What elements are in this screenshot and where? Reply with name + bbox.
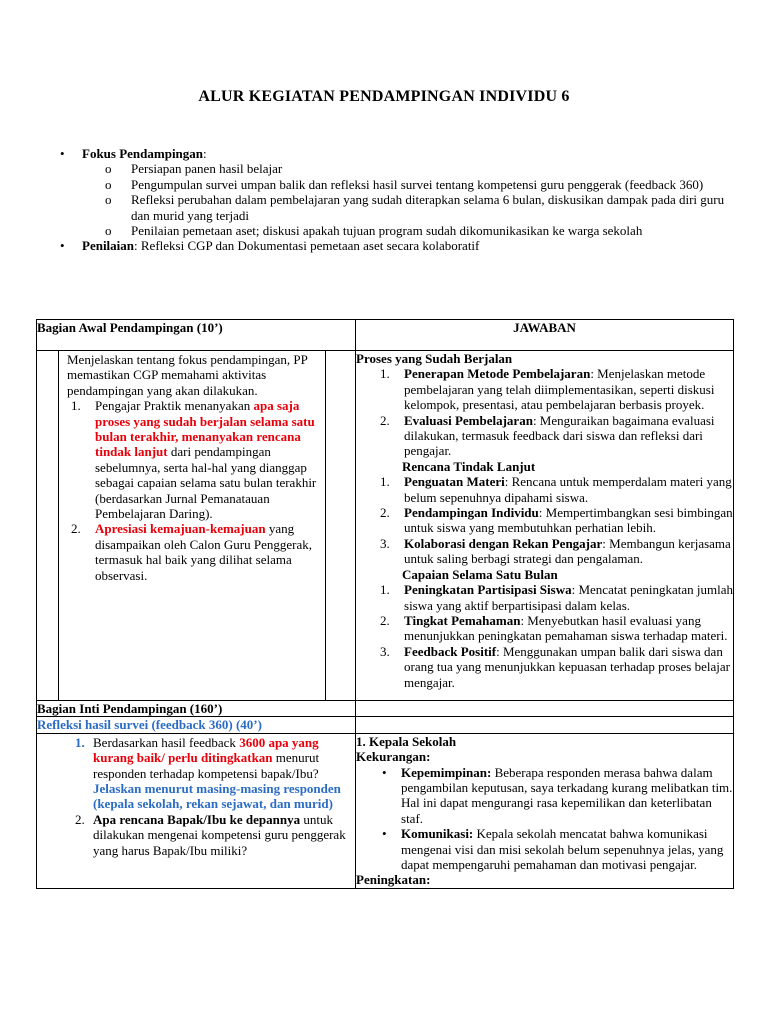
item-number: 2. xyxy=(71,521,81,537)
activity-table xyxy=(36,319,734,889)
header-jawaban: JAWABAN xyxy=(356,320,734,351)
penilaian-text: : Refleksi CGP dan Dokumentasi pemetaan aset secara kolaboratif xyxy=(134,238,480,254)
empty-cell xyxy=(37,351,59,701)
item-text: : Membangun kerjasama untuk saling berbagi strategi dan pengalaman. xyxy=(404,535,731,567)
capaian-list xyxy=(356,582,733,690)
refleksi-row xyxy=(37,717,734,733)
list-item xyxy=(356,826,733,872)
list-item xyxy=(376,474,733,505)
peningkatan-label: Peningkatan: xyxy=(356,872,431,888)
awal-row xyxy=(37,351,734,701)
item-number: 2. xyxy=(380,412,390,428)
list-item xyxy=(376,613,733,644)
list-item xyxy=(376,366,733,412)
item-number: 3. xyxy=(380,535,390,551)
focus-colon: : xyxy=(203,146,207,161)
item-text: : Mempertimbangkan sesi bimbingan untuk siswa yang membutuhkan perhatian lebih. xyxy=(404,505,733,536)
item-number: 1. xyxy=(380,366,390,382)
item-number: 2. xyxy=(75,811,85,827)
item-highlight: 3600 apa yang kurang baik/ perlu ditingkatkan xyxy=(93,734,319,766)
item-number: 2. xyxy=(380,505,390,521)
awal-intro: Menjelaskan tentang fokus pendampingan, PP memastikan CGP memahami aktivitas pendampingan yang akan dilakukan. xyxy=(67,352,308,398)
item-blue-note: Jelaskan menurut masing-masing responden (kepala sekolah, rekan sejawat, dan murid) xyxy=(93,780,341,812)
kekurangan-list xyxy=(356,765,733,873)
item-text: : Mencatat peningkatan jumlah siswa yang aktif berpartisipasi dalam kelas. xyxy=(404,582,733,613)
inti-label: Bagian Inti Pendampingan (160’) xyxy=(37,700,356,716)
focus-item xyxy=(60,223,740,238)
jawaban-content xyxy=(356,351,734,701)
item-text: Berdasarkan hasil feedback xyxy=(93,734,240,750)
page-title: ALUR KEGIATAN PENDAMPINGAN INDIVIDU 6 xyxy=(198,88,570,105)
item-highlight: Apresiasi kemajuan-kemajuan xyxy=(95,521,266,537)
penilaian-bullet xyxy=(60,238,740,253)
item-bold: Kolaborasi dengan Rekan Pengajar xyxy=(404,535,603,551)
table-header-row xyxy=(37,320,734,351)
item-text: Beberapa responden merasa bahwa dalam pengambilan keputusan, saya terkadang kurang melibatkan tim. Hal ini dapat mengurangi rasa kepemilikan dan keterlibatan staf. xyxy=(401,764,733,826)
item-bold: Tingkat Pemahaman xyxy=(404,612,521,628)
list-item xyxy=(376,536,733,567)
item-text: dari pendampingan sebelumnya, serta hal-hal yang dianggap sebagai capaian selama satu bulan terakhir (berdasarkan Jurnal Pemanatauan Pembelajaran Daring). xyxy=(95,444,317,522)
focus-label: Fokus Pendampingan xyxy=(82,146,204,161)
focus-item xyxy=(60,192,740,223)
list-item xyxy=(59,735,351,812)
header-awal: Bagian Awal Pendampingan (10’) xyxy=(37,320,356,351)
kekurangan-label: Kekurangan: xyxy=(356,749,431,765)
item-text: yang disampaikan oleh Calon Guru Penggerak, termasuk hal baik yang dilihat selama observasi. xyxy=(95,521,312,583)
focus-item-text: Penilaian pemetaan aset; diskusi apakah tujuan program sudah dikomunikasikan ke warga sekolah xyxy=(131,223,643,239)
item-number: 1. xyxy=(380,582,390,598)
item-text: Kepala sekolah mencatat bahwa komunikasi mengenai visi dan misi sekolah belum sepenuhnya jelas, yang dapat mempengaruhi pemahaman dan motivasi pengajar. xyxy=(401,826,724,872)
list-item xyxy=(67,521,321,583)
awal-content xyxy=(59,351,326,701)
inti-left-content xyxy=(37,733,356,888)
empty-cell xyxy=(326,351,356,701)
item-bold: Penerapan Metode Pembelajaran xyxy=(404,366,591,382)
focus-bullet xyxy=(60,146,740,161)
item-text: : Menggunakan umpan balik dari siswa dan orang tua yang menunjukkan kepuasan terhadap proses belajar mengajar. xyxy=(404,643,730,690)
item-bold: Komunikasi: xyxy=(401,826,474,842)
item-text: : Menjelaskan metode pembelajaran yang telah diimplementasikan, seperti diskusi kelompok, presentasi, atau pembelajaran berbasis proyek. xyxy=(404,366,715,413)
rtl-title: Rencana Tindak Lanjut xyxy=(402,458,536,474)
proses-list xyxy=(356,366,733,458)
rtl-list xyxy=(356,474,733,566)
item-text: : Menyebutkan hasil evaluasi yang menunjukkan peningkatan pemahaman siswa terhadap materi. xyxy=(404,612,728,644)
item-number: 2. xyxy=(380,612,390,628)
refleksi-label: Refleksi hasil survei (feedback 360) (40’) xyxy=(37,717,356,733)
item-bold: Apa rencana Bapak/Ibu ke depannya xyxy=(93,811,301,827)
list-item xyxy=(376,644,733,690)
capaian-title: Capaian Selama Satu Bulan xyxy=(402,566,558,582)
item-number: 1. xyxy=(380,474,390,490)
inti-list xyxy=(59,735,351,858)
item-bold: Evaluasi Pembelajaran xyxy=(404,412,533,428)
circle-bullet-icon: o xyxy=(105,176,112,192)
inti-right-content xyxy=(356,733,734,888)
bullet-icon: • xyxy=(60,238,65,254)
list-item xyxy=(376,505,733,536)
bullet-icon: • xyxy=(60,146,65,161)
focus-item xyxy=(60,177,740,192)
focus-section xyxy=(60,146,740,254)
item-bold: Pendampingan Individu xyxy=(404,505,539,521)
inti-content-row xyxy=(37,733,734,888)
item-bold: Feedback Positif xyxy=(404,643,497,659)
empty-cell xyxy=(356,700,734,716)
item-text: Pengajar Praktik menanyakan xyxy=(95,398,254,414)
item-bold: Peningkatan Partisipasi Siswa xyxy=(404,582,572,598)
item-highlight: apa saja proses yang sudah berjalan selama satu bulan terakhir, menanyakan rencana tindak lanjut xyxy=(95,398,315,460)
penilaian-label: Penilaian xyxy=(82,238,135,254)
bullet-icon: • xyxy=(382,826,387,842)
item-number: 1. xyxy=(71,398,81,414)
empty-cell xyxy=(356,717,734,733)
list-item xyxy=(356,765,733,827)
item-bold: Kepemimpinan: xyxy=(401,764,492,780)
awal-list xyxy=(67,398,321,583)
list-item xyxy=(59,812,351,858)
item-number: 3. xyxy=(380,643,390,659)
proses-title: Proses yang Sudah Berjalan xyxy=(356,351,513,366)
circle-bullet-icon: o xyxy=(105,223,112,239)
item-text: untuk dilakukan mengenai kompetensi guru penggerak yang harus Bapak/Ibu miliki? xyxy=(93,811,346,858)
focus-item-text: Refleksi perubahan dalam pembelajaran yang sudah diterapkan selama 6 bulan, diskusikan dampak pada diri guru dan murid yang terjadi xyxy=(131,192,725,223)
focus-item-text: Persiapan panen hasil belajar xyxy=(131,161,283,177)
circle-bullet-icon: o xyxy=(105,192,112,208)
item-number: 1. xyxy=(75,734,85,750)
list-item xyxy=(67,398,321,521)
kepala-sekolah-heading: 1. Kepala Sekolah xyxy=(356,733,457,749)
focus-item-text: Pengumpulan survei umpan balik dan refleksi hasil survei tentang kompetensi guru penggerak (feedback 360) xyxy=(131,176,704,192)
circle-bullet-icon: o xyxy=(105,161,112,177)
bullet-icon: • xyxy=(382,764,387,780)
focus-item xyxy=(60,161,740,176)
item-bold: Penguatan Materi xyxy=(404,474,505,490)
list-item xyxy=(376,413,733,459)
item-text: : Rencana untuk memperdalam materi yang belum sepenuhnya dipahami siswa. xyxy=(404,474,732,505)
list-item xyxy=(376,582,733,613)
item-text: menurut responden terhadap kompetensi bapak/Ibu? xyxy=(93,750,320,781)
item-text: : Menguraikan bagaimana evaluasi dilakukan, termasuk feedback dari siswa dan refleksi dari pengajar. xyxy=(404,412,715,459)
inti-row xyxy=(37,700,734,716)
